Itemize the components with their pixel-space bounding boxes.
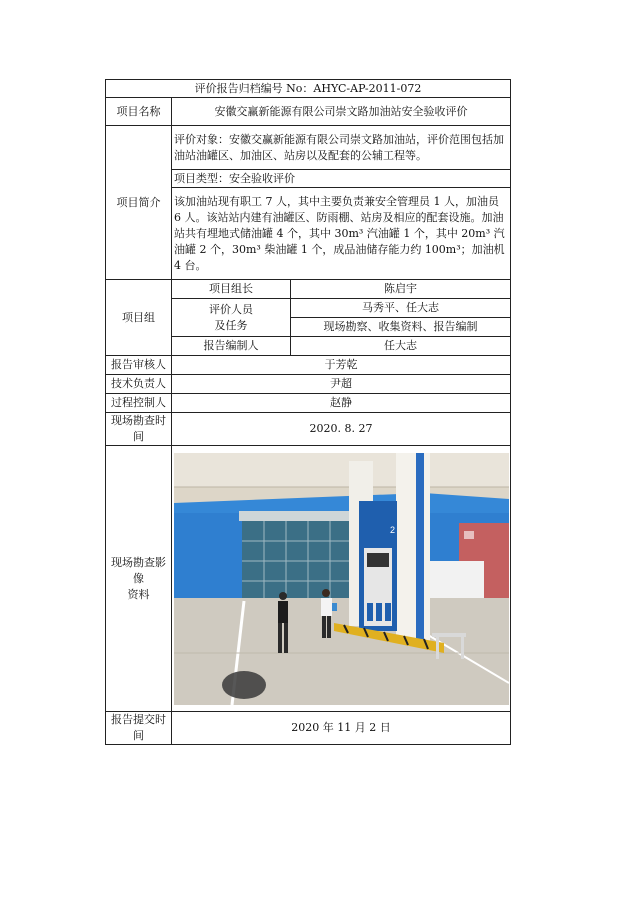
site-photo-label-line1: 现场勘查影像	[111, 555, 166, 585]
evaluation-record-table	[105, 79, 511, 745]
reviewer-value: 于芳乾	[172, 356, 511, 375]
report-writer-label: 报告编制人	[172, 337, 291, 356]
evaluator-label	[172, 299, 291, 337]
photographer-shadow	[222, 671, 266, 699]
pump-number: 2	[390, 524, 396, 535]
project-intro-label: 项目简介	[106, 126, 172, 280]
side-wall	[429, 561, 484, 601]
archive-number: 评价报告归档编号 No：AHYC-AP-2011-072	[106, 80, 511, 98]
submit-time-value: 2020 年 11 月 2 日	[172, 712, 511, 745]
evaluator-label-line2: 及任务	[214, 318, 248, 332]
gas-station-photo	[174, 453, 509, 705]
project-name-label: 项目名称	[106, 98, 172, 126]
evaluator-tasks: 现场勘察、收集资料、报告编制	[291, 318, 511, 337]
site-photo-label	[106, 446, 172, 712]
person-inspector-1	[279, 592, 287, 600]
site-photo-cell	[172, 446, 511, 712]
evaluation-object-text: 评价对象：安徽交赢新能源有限公司崇文路加油站，评价范围包括加油站油罐区、加油区、站房以及配套的公辅工程等。	[172, 126, 511, 170]
evaluator-names: 马秀平、任大志	[291, 299, 511, 318]
team-leader-value: 陈启宇	[291, 280, 511, 299]
team-label: 项目组	[106, 280, 172, 356]
evaluator-label-line1: 评价人员	[209, 302, 253, 316]
survey-time-value: 2020. 8. 27	[172, 413, 511, 446]
canopy	[174, 453, 509, 487]
person-inspector-2	[322, 589, 330, 597]
site-photo-label-line2: 资料	[127, 587, 150, 601]
project-type-text: 项目类型：安全验收评价	[172, 170, 511, 188]
report-writer-value: 任大志	[291, 337, 511, 356]
project-name-value: 安徽交赢新能源有限公司崇文路加油站安全验收评价	[172, 98, 511, 126]
process-controller-label: 过程控制人	[106, 394, 172, 413]
process-controller-value: 赵静	[172, 394, 511, 413]
survey-time-label: 现场勘查时间	[106, 413, 172, 446]
canopy-pillar-right	[396, 453, 430, 643]
tech-lead-label: 技术负责人	[106, 375, 172, 394]
team-leader-label: 项目组长	[172, 280, 291, 299]
project-description-text: 该加油站现有职工 7 人，其中主要负责兼安全管理员 1 人，加油员 6 人。该站站内建有油罐区、防雨棚、站房及相应的配套设施。加油站共有埋地式储油罐 4 个，其中 30m³ 汽油罐 1 个，其中 20m³ 汽油罐 2 个，30m³ 柴油罐 1 个，成品油储存能力约 100m³；加油机 4 台。	[172, 188, 511, 280]
barrier-rail	[432, 633, 466, 637]
reviewer-label: 报告审核人	[106, 356, 172, 375]
submit-time-label: 报告提交时间	[106, 712, 172, 745]
tech-lead-value: 尹超	[172, 375, 511, 394]
